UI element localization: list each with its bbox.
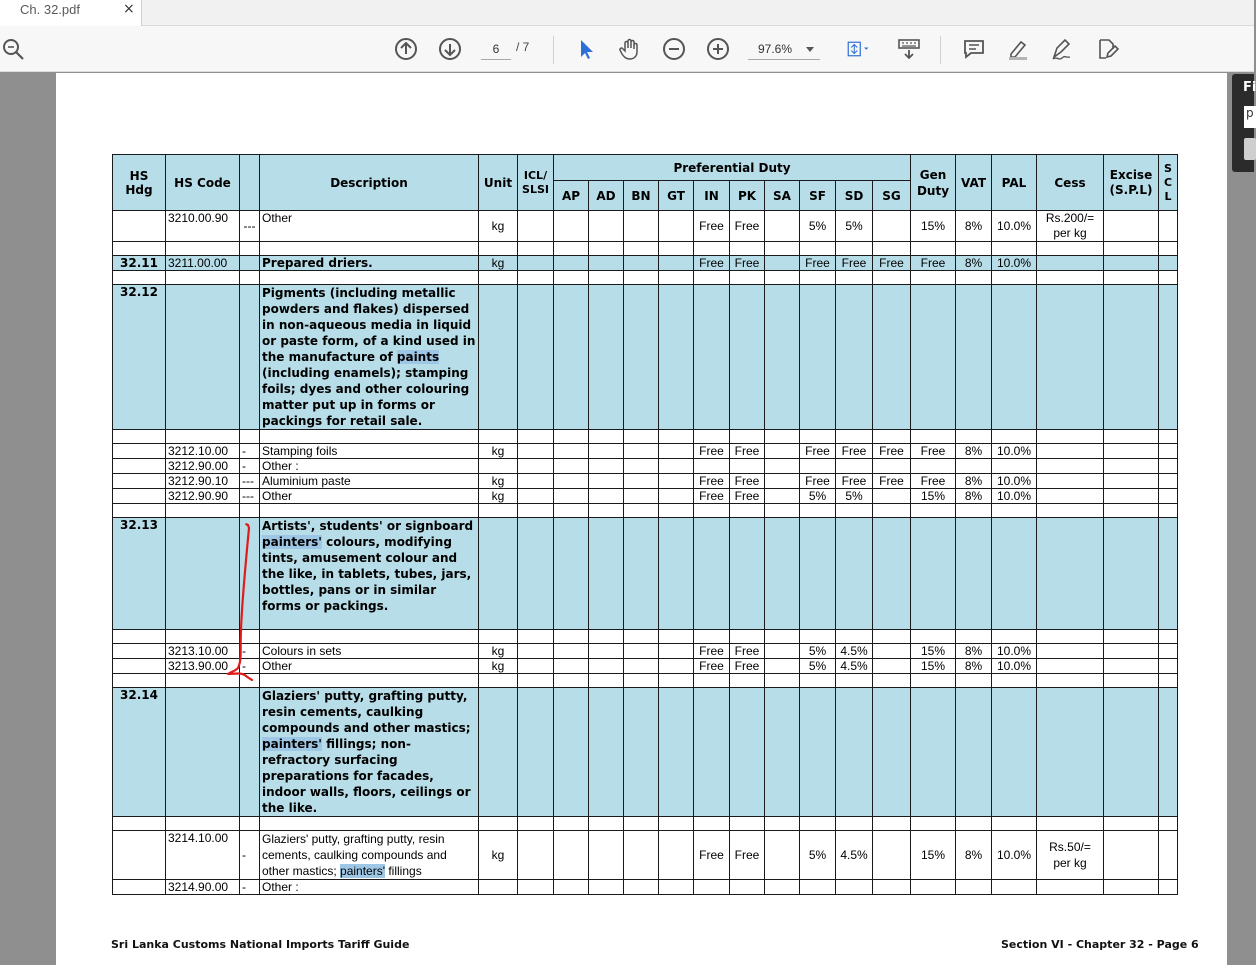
table-row [113, 674, 1178, 688]
fit-page-icon[interactable] [840, 36, 876, 62]
duty-in: Free [694, 211, 730, 242]
header-sd: SD [836, 181, 873, 211]
duty-sd: 5% [836, 489, 873, 504]
gen-duty: 15% [911, 489, 956, 504]
description: Other : [260, 459, 479, 474]
header-sf: SF [800, 181, 836, 211]
hs-code: 3211.00.00 [166, 256, 240, 271]
table-row [113, 474, 1178, 489]
hs-code: 3212.90.90 [166, 489, 240, 504]
hs-code: 3213.10.00 [166, 644, 240, 659]
close-icon[interactable]: × [123, 1, 135, 17]
header-hs-code: HS Code [166, 155, 240, 211]
description-text: colours, modifying tints, amusement colour and the like, in tablets, tubes, jars, bottles, pans or in similar forms or packings. [262, 535, 472, 613]
vat: 8% [956, 444, 992, 459]
header-icl: ICL/ SLSI [518, 155, 554, 211]
comment-icon[interactable] [961, 36, 987, 62]
header-pal: PAL [992, 155, 1037, 211]
unit: kg [479, 659, 518, 674]
unit: kg [479, 211, 518, 242]
pal: 10.0% [992, 644, 1037, 659]
header-unit: Unit [479, 155, 518, 211]
chevron-down-icon [806, 47, 814, 52]
duty-in: Free [694, 831, 730, 880]
header-sa: SA [765, 181, 800, 211]
zoom-out-icon[interactable] [661, 36, 687, 62]
header-vat: VAT [956, 155, 992, 211]
description [260, 831, 479, 880]
keyboard-icon[interactable] [896, 36, 922, 62]
footer-left: Sri Lanka Customs National Imports Tariff Guide [111, 938, 410, 951]
table-row [113, 256, 1178, 271]
duty-sg: Free [873, 444, 911, 459]
header-gt: GT [659, 181, 694, 211]
cess: Rs.200/= per kg [1037, 211, 1104, 242]
gen-duty: 15% [911, 659, 956, 674]
duty-sd: Free [836, 256, 873, 271]
description: Other [260, 211, 479, 242]
find-input[interactable]: p [1244, 106, 1256, 128]
duty-sd: 4.5% [836, 659, 873, 674]
header-dash [240, 155, 260, 211]
scroll-up-icon[interactable] [393, 36, 419, 62]
gen-duty: 15% [911, 831, 956, 880]
header-cess: Cess [1037, 155, 1104, 211]
zoom-value: 97.6% [758, 42, 793, 56]
table-row [113, 489, 1178, 504]
dash-marker: - [240, 659, 260, 674]
duty-pk: Free [730, 489, 765, 504]
toolbar-divider [553, 36, 554, 64]
description: Other [260, 659, 479, 674]
duty-sg: Free [873, 474, 911, 489]
header-in: IN [694, 181, 730, 211]
duty-pk: Free [730, 474, 765, 489]
dash-marker: - [240, 459, 260, 474]
duty-in: Free [694, 256, 730, 271]
description-text: (including enamels); stamping foils; dyes and other colouring matter put up in forms or packings for retail sale. [262, 366, 470, 428]
zoom-level-select[interactable] [748, 38, 820, 60]
hand-icon[interactable] [617, 36, 643, 62]
hs-code: 3210.00.90 [166, 211, 240, 242]
find-panel [1232, 74, 1254, 172]
duty-pk: Free [730, 659, 765, 674]
table-row [113, 630, 1178, 644]
hs-code: 3214.10.00 [166, 831, 240, 880]
duty-sf: 5% [800, 211, 836, 242]
duty-pk: Free [730, 444, 765, 459]
table-row [113, 211, 1178, 242]
duty-sf: 5% [800, 644, 836, 659]
pal: 10.0% [992, 444, 1037, 459]
vat: 8% [956, 256, 992, 271]
vat: 8% [956, 644, 992, 659]
table-row [113, 504, 1178, 518]
hs-code: 3212.90.10 [166, 474, 240, 489]
duty-sg: Free [873, 256, 911, 271]
description [260, 688, 479, 817]
hs-code: 3212.90.00 [166, 459, 240, 474]
hs-heading: 32.11 [113, 256, 166, 271]
description-text: fillings [385, 864, 422, 878]
unit: kg [479, 644, 518, 659]
duty-sd: 4.5% [836, 644, 873, 659]
description-text: Artists', students' or signboard [262, 519, 474, 533]
header-sg: SG [873, 181, 911, 211]
table-row [113, 444, 1178, 459]
hs-heading: 32.14 [113, 688, 166, 817]
table-row [113, 518, 1178, 630]
description-text: Glaziers' putty, grafting putty, resin cements, caulking compounds and other mastics; [262, 832, 447, 878]
description: Other : [260, 880, 479, 895]
description: Stamping foils [260, 444, 479, 459]
pal: 10.0% [992, 211, 1037, 242]
find-button[interactable] [1244, 138, 1256, 160]
pal: 10.0% [992, 256, 1037, 271]
pdf-page [56, 73, 1227, 965]
duty-in: Free [694, 644, 730, 659]
duty-in: Free [694, 489, 730, 504]
description [260, 518, 479, 630]
red-pen-annotation [222, 520, 262, 685]
header-excise: Excise (S.P.L) [1104, 155, 1159, 211]
scroll-down-icon[interactable] [437, 36, 463, 62]
table-row [113, 285, 1178, 430]
unit: kg [479, 256, 518, 271]
vat: 8% [956, 474, 992, 489]
vat: 8% [956, 489, 992, 504]
hs-code: 3213.90.00 [166, 659, 240, 674]
dash-marker: - [240, 831, 260, 880]
duty-sd: Free [836, 474, 873, 489]
duty-pk: Free [730, 831, 765, 880]
description-text: Glaziers' putty, grafting putty, resin cements, caulking compounds and other mastics; [262, 689, 471, 735]
dash-marker: --- [240, 474, 260, 489]
duty-sf: Free [800, 256, 836, 271]
description [260, 285, 479, 430]
pal: 10.0% [992, 489, 1037, 504]
table-row [113, 688, 1178, 817]
duty-sd: Free [836, 444, 873, 459]
hs-code: 3212.10.00 [166, 444, 240, 459]
description: Other [260, 489, 479, 504]
unit: kg [479, 474, 518, 489]
gen-duty: Free [911, 444, 956, 459]
zoom-in-icon[interactable] [705, 36, 731, 62]
table-row [113, 817, 1178, 831]
search-highlight: painters' [340, 864, 386, 878]
toolbar [0, 26, 1254, 72]
page-total: / 7 [516, 40, 530, 54]
cess: Rs.50/= per kg [1037, 831, 1104, 880]
duty-sd: 4.5% [836, 831, 873, 880]
duty-pk: Free [730, 256, 765, 271]
duty-sf: Free [800, 474, 836, 489]
description-text: Pigments (including metallic powders and flakes) dispersed in non-aqueous media in liquid or paste form, of a kind used in the manufacture of [262, 286, 476, 364]
header-preferential-duty: Preferential Duty [554, 155, 911, 181]
hs-heading: 32.13 [113, 518, 166, 630]
description-text: fillings; non-refractory surfacing preparations for facades, indoor walls, floors, ceilings or the like. [262, 737, 471, 815]
toolbar-divider [940, 36, 941, 64]
duty-pk: Free [730, 644, 765, 659]
duty-sf: 5% [800, 831, 836, 880]
duty-sd: 5% [836, 211, 873, 242]
header-gen-duty: Gen Duty [911, 155, 956, 211]
select-cursor-icon[interactable] [573, 36, 599, 62]
dash-marker: --- [240, 211, 260, 242]
footer-right: Section VI - Chapter 32 - Page 6 [1001, 938, 1199, 951]
description: Aluminium paste [260, 474, 479, 489]
tab-bar [0, 0, 1254, 26]
page-number-input[interactable]: 6 [481, 38, 511, 60]
table-row [113, 459, 1178, 474]
duty-sf: 5% [800, 659, 836, 674]
gen-duty: 15% [911, 211, 956, 242]
header-pk: PK [730, 181, 765, 211]
tariff-table [112, 154, 1178, 895]
unit: kg [479, 489, 518, 504]
description: Colours in sets [260, 644, 479, 659]
unit: kg [479, 444, 518, 459]
header-scl: S C L [1159, 155, 1178, 211]
find-panel-title: Fi [1243, 80, 1256, 95]
table-row [113, 644, 1178, 659]
vat: 8% [956, 659, 992, 674]
pal: 10.0% [992, 659, 1037, 674]
gen-duty: Free [911, 256, 956, 271]
search-highlight: painters' [262, 535, 322, 549]
duty-sf: 5% [800, 489, 836, 504]
highlight-icon[interactable] [1005, 36, 1031, 62]
duty-pk: Free [730, 211, 765, 242]
dash-marker: - [240, 644, 260, 659]
dash-marker: - [240, 444, 260, 459]
header-ad: AD [589, 181, 624, 211]
tab-document[interactable] [0, 0, 142, 26]
search-icon[interactable] [0, 36, 26, 62]
header-bn: BN [624, 181, 659, 211]
duty-in: Free [694, 659, 730, 674]
description: Prepared driers. [260, 256, 479, 271]
sign-icon[interactable] [1049, 36, 1075, 62]
tab-title: Ch. 32.pdf [20, 2, 80, 17]
unit: kg [479, 831, 518, 880]
vat: 8% [956, 831, 992, 880]
table-row [113, 242, 1178, 256]
duty-in: Free [694, 444, 730, 459]
table-row [113, 430, 1178, 444]
table-row [113, 659, 1178, 674]
hs-code: 3214.90.00 [166, 880, 240, 895]
header-hs-hdg: HS Hdg [113, 155, 166, 211]
vat: 8% [956, 211, 992, 242]
table-row [113, 880, 1178, 895]
search-highlight: painters' [262, 737, 322, 751]
duty-in: Free [694, 474, 730, 489]
dash-marker: - [240, 880, 260, 895]
table-row [113, 831, 1178, 880]
header-description: Description [260, 155, 479, 211]
pal: 10.0% [992, 831, 1037, 880]
table-row [113, 271, 1178, 285]
gen-duty: Free [911, 474, 956, 489]
hs-heading: 32.12 [113, 285, 166, 430]
duty-sf: Free [800, 444, 836, 459]
dash-marker: --- [240, 489, 260, 504]
search-highlight: paints [396, 350, 440, 364]
gen-duty: 15% [911, 644, 956, 659]
edit-pdf-icon[interactable] [1093, 36, 1119, 62]
header-ap: AP [554, 181, 589, 211]
pal: 10.0% [992, 474, 1037, 489]
